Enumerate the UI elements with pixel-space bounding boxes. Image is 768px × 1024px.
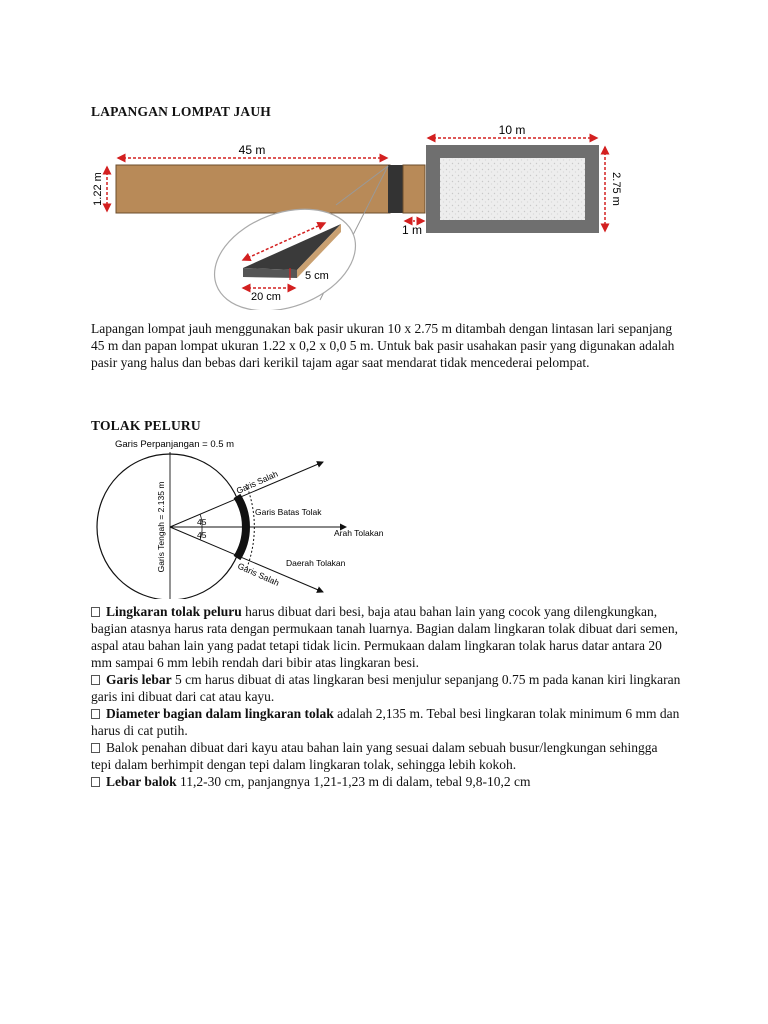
list-item: Balok penahan dibuat dari kayu atau bahan lain yang sesuai dalam sebuah busur/lengkungan sehingga tepi dalam berhimpit dengan tepi dalam lingkaran tolak, sehingga lebih kokoh. [91, 740, 658, 772]
board-width-label: 20 cm [251, 291, 281, 303]
long-jump-diagram [85, 120, 630, 310]
extension-line-label: Garis Perpanjangan = 0.5 m [115, 439, 235, 450]
foul-line-top-label: Garis Salah [234, 468, 280, 496]
long-jump-description: Lapangan lompat jauh menggunakan bak pasir ukuran 10 x 2.75 m ditambah dengan lintasan lari sepanjang 45 m dan papan lompat ukuran 1.22 x 0,2 x 0,0 5 m. Untuk bak pasir usahakan pasir yang digunakan adalah pasir yang halus dan bebas dari kerikil tajam agar saat mendarat tidak mencederai pelompat. [91, 321, 675, 370]
throw-direction-label: Arah Tolakan [334, 528, 384, 538]
board-thickness-label: 5 cm [305, 270, 329, 282]
runway [116, 165, 390, 213]
list-item: Lingkaran tolak peluru harus dibuat dari besi, baja atau bahan lain yang cocok yang dilengkungkan, bagian atasnya harus rata dengan permukaan tanah luarnya. Bagian dalam lingkaran tolak dibuat dari semen, aspal atau bahan lain yang padat tetapi tidak licin. Permukaan dalam lingkaran tolak harus datar antara 20 mm sampai 6 mm lebih rendah dari bibir atas lingkaran besi. [91, 604, 679, 670]
list-item: Diameter bagian dalam lingkaran tolak adalah 2,135 m. Tebal besi lingkaran tolak minimum 6 mm dan harus di cat putih. [91, 706, 680, 738]
bullet-box-icon [91, 777, 100, 787]
angle-top-label: 45 [197, 517, 207, 527]
angle-bottom-label: 45 [197, 530, 207, 540]
shot-put-rules [91, 603, 681, 790]
toe-board-label: Garis Batas Tolak [255, 507, 322, 517]
foul-line-bottom-label: Garis Salah [236, 560, 281, 588]
shot-put-diagram [90, 434, 420, 599]
pit-length-label: 10 m [498, 123, 526, 137]
list-item: Garis lebar 5 cm harus dibuat di atas lingkaran besi menjulur sepanjang 0.75 m pada kanan kiri lingkaran garis ini dibuat dari cat atau kayu. [91, 672, 681, 704]
bullet-box-icon [91, 675, 100, 685]
bullet-box-icon [91, 607, 100, 617]
pit-width-label: 2.75 m [610, 172, 622, 206]
gap-label: 1 m [401, 223, 423, 237]
sand-pit [440, 158, 585, 220]
runway-length-label: 45 m [238, 143, 266, 157]
sector-label: Daerah Tolakan [286, 558, 346, 568]
bullet-box-icon [91, 743, 100, 753]
shot-put-heading: TOLAK PELURU [91, 418, 201, 433]
center-line-label: Garis Tengah = 2.135 m [156, 481, 166, 573]
long-jump-heading: LAPANGAN LOMPAT JAUH [91, 104, 271, 119]
takeoff-board [388, 165, 403, 213]
runway-width-label: 1.22 m [92, 172, 104, 206]
list-item: Lebar balok 11,2-30 cm, panjangnya 1,21-1,23 m di dalam, tebal 9,8-10,2 cm [91, 773, 681, 790]
bullet-box-icon [91, 709, 100, 719]
